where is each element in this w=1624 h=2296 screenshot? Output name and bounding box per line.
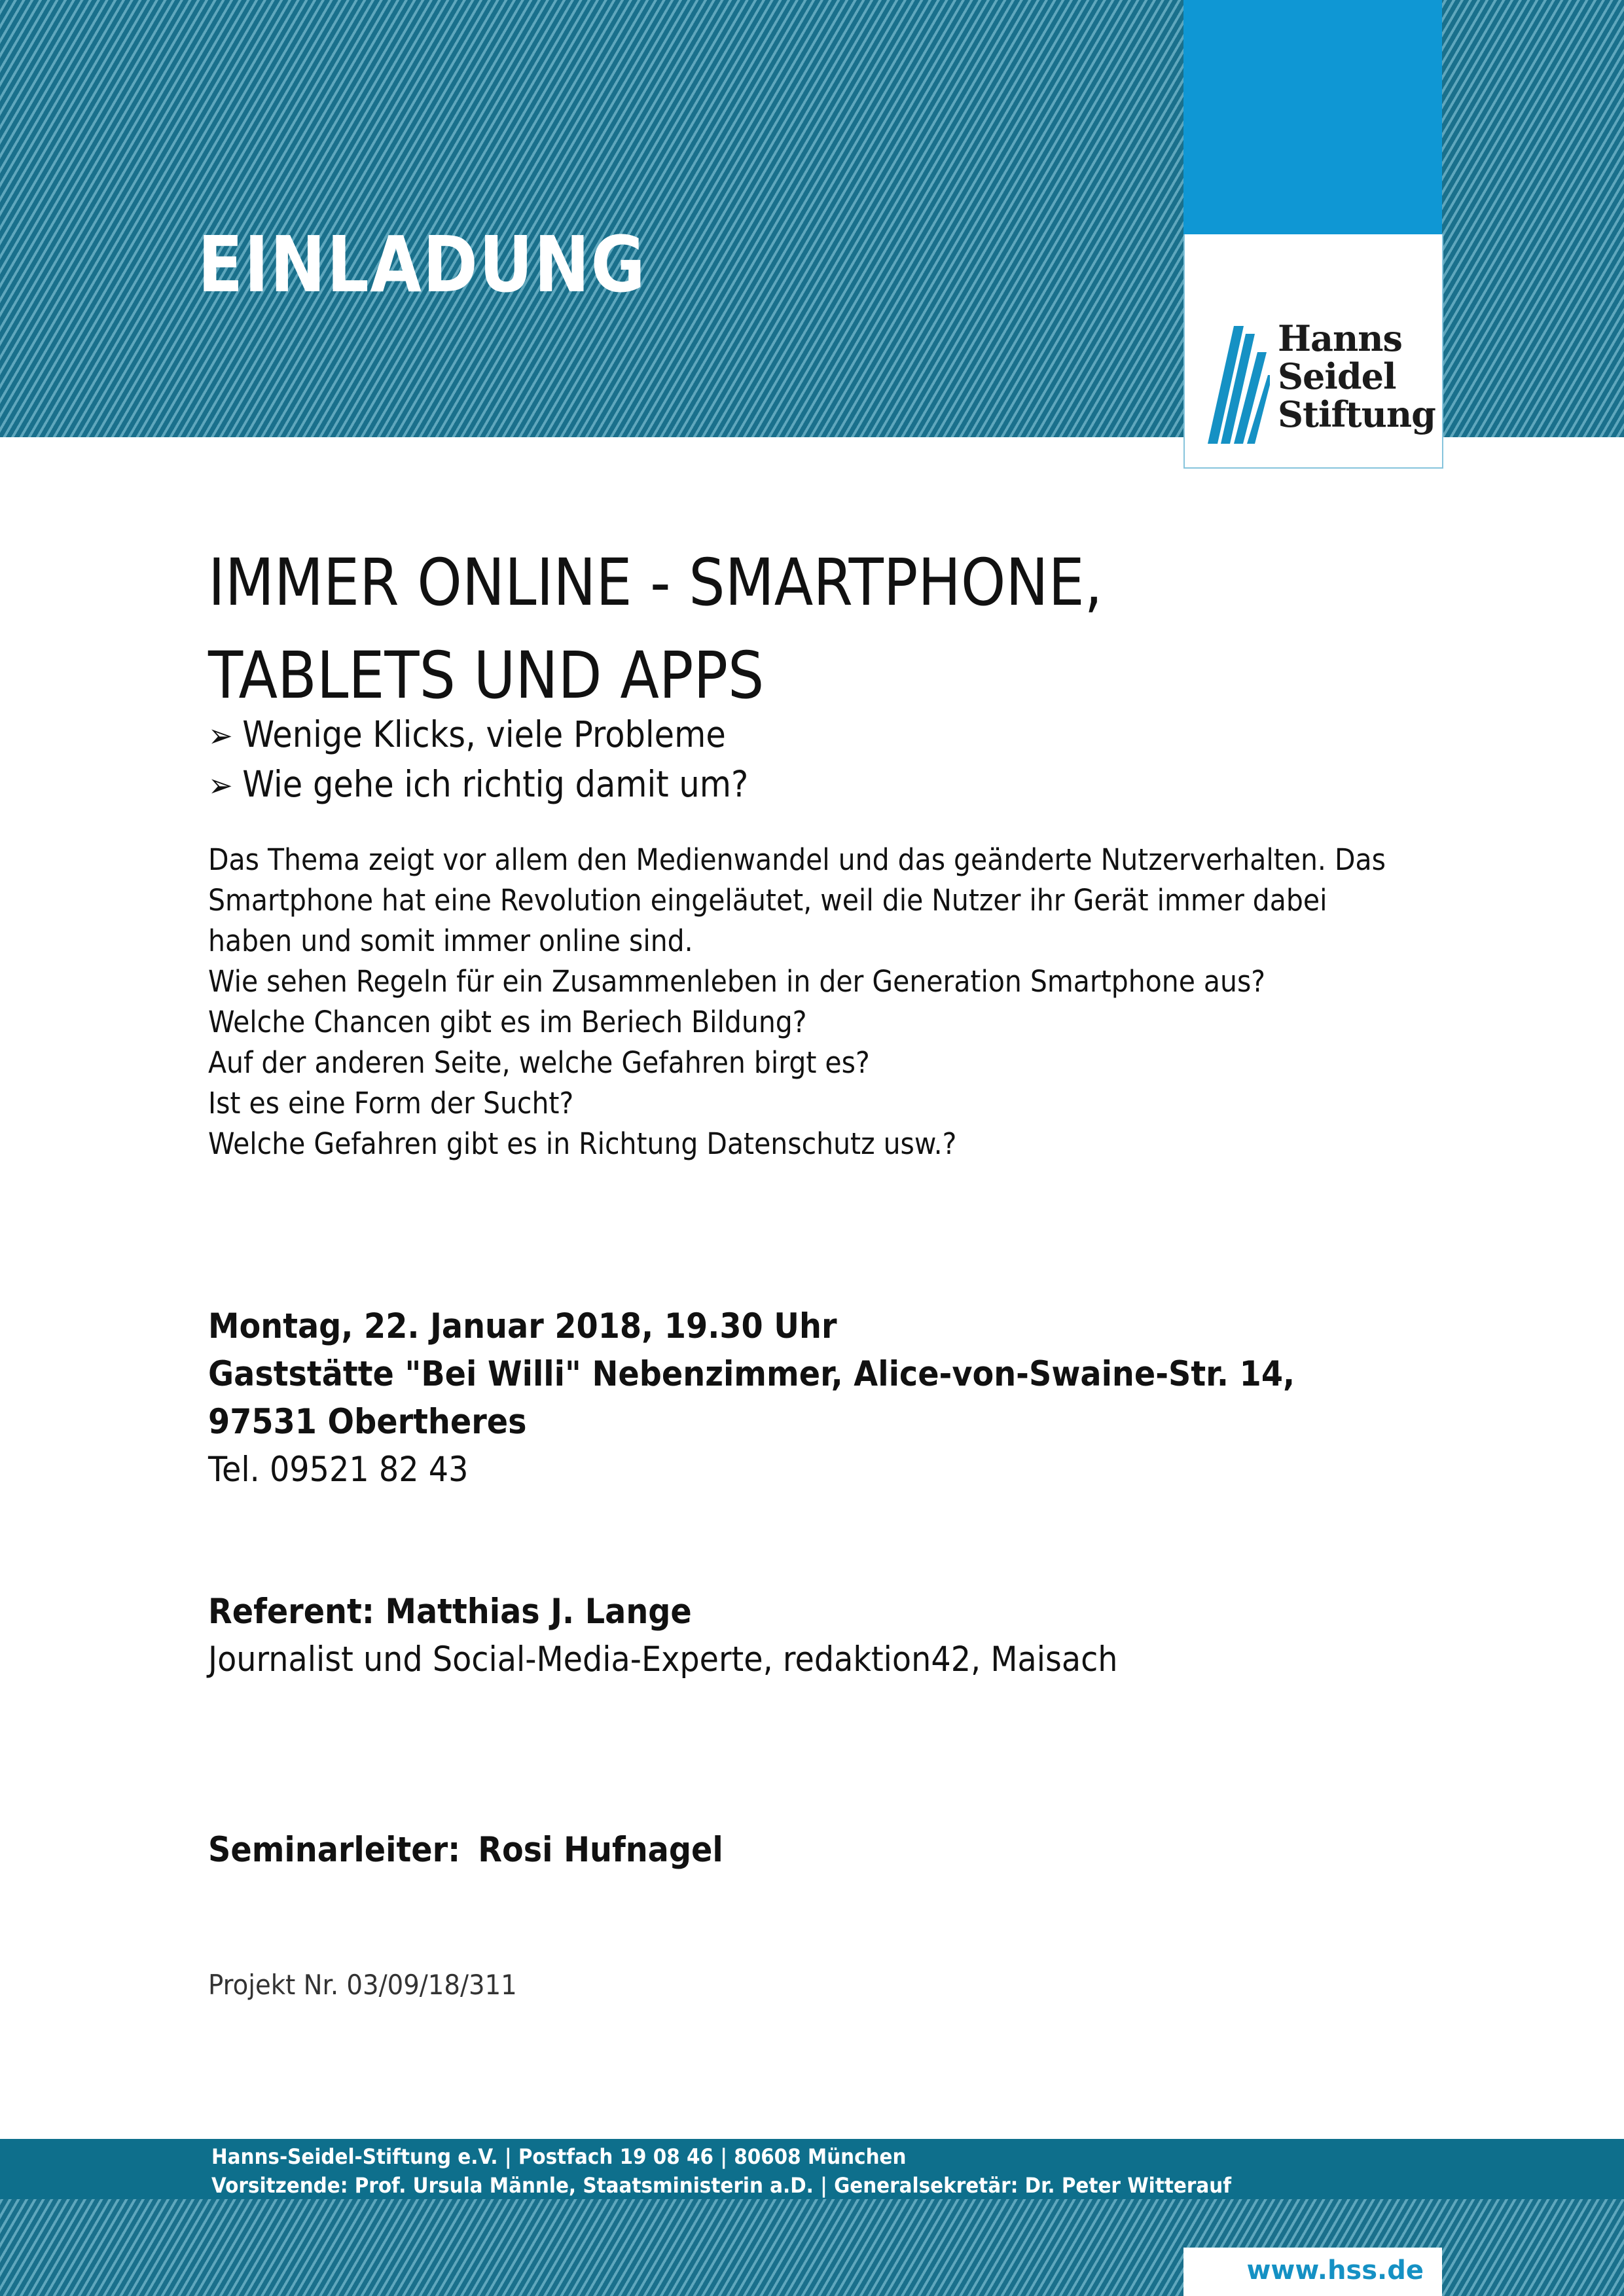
event-title-line-2: TABLETS UND APPS bbox=[208, 638, 765, 713]
logo-line-3: Stiftung bbox=[1278, 393, 1435, 435]
event-title bbox=[208, 537, 1102, 723]
event-title-line-1: IMMER ONLINE - SMARTPHONE, bbox=[208, 545, 1103, 620]
description-line: Das Thema zeigt vor allem den Medienwandel und das geänderte Nutzerverhalten. Das bbox=[208, 842, 1386, 877]
description-line: Auf der anderen Seite, welche Gefahren birgt es? bbox=[208, 1045, 870, 1080]
logo-line-2: Seidel bbox=[1278, 355, 1396, 397]
hss-diamond-icon bbox=[1208, 326, 1270, 444]
seminar-leader bbox=[208, 1826, 723, 1874]
description-line: Wie sehen Regeln für ein Zusammenleben in der Generation Smartphone aus? bbox=[208, 964, 1266, 999]
event-venue: Gaststätte "Bei Willi" Nebenzimmer, Alice-von-Swaine-Str. 14, bbox=[208, 1354, 1295, 1394]
event-phone: Tel. 09521 82 43 bbox=[208, 1450, 469, 1490]
event-description bbox=[208, 840, 1502, 1164]
event-date-time: Montag, 22. Januar 2018, 19.30 Uhr bbox=[208, 1306, 837, 1346]
subtitle-bullets bbox=[208, 710, 808, 810]
event-city: 97531 Obertheres bbox=[208, 1402, 527, 1442]
hss-logo bbox=[1183, 234, 1443, 469]
footer-website-box bbox=[1183, 2248, 1442, 2296]
seminar-name: Rosi Hufnagel bbox=[478, 1830, 723, 1870]
footer-board: Vorsitzende: Prof. Ursula Männle, Staatsministerin a.D. | Generalsekretär: Dr. Peter Witterauf bbox=[211, 2173, 1232, 2198]
event-details bbox=[208, 1302, 1416, 1494]
seminar-label: Seminarleiter: bbox=[208, 1830, 461, 1870]
referent-block bbox=[208, 1588, 1219, 1683]
description-line: Smartphone hat eine Revolution eingeläutet, weil die Nutzer ihr Gerät immer dabei bbox=[208, 883, 1327, 918]
arrow-bullet-icon: ➢ bbox=[208, 717, 233, 755]
description-line: haben und somit immer online sind. bbox=[208, 924, 693, 958]
logo-accent-block bbox=[1183, 0, 1442, 234]
referent-name: Referent: Matthias J. Lange bbox=[208, 1592, 692, 1632]
description-line: Ist es eine Form der Sucht? bbox=[208, 1086, 574, 1121]
website-link[interactable]: www.hss.de bbox=[1246, 2255, 1424, 2286]
footer-address: Hanns-Seidel-Stiftung e.V. | Postfach 19 08 46 | 80608 München bbox=[211, 2144, 907, 2169]
bullet-item: ➢ Wenige Klicks, viele Probleme bbox=[208, 710, 748, 760]
arrow-bullet-icon: ➢ bbox=[208, 766, 233, 804]
description-line: Welche Gefahren gibt es in Richtung Datenschutz usw.? bbox=[208, 1126, 957, 1161]
logo-wordmark bbox=[1278, 319, 1435, 433]
bullet-item: ➢ Wie gehe ich richtig damit um? bbox=[208, 760, 748, 810]
referent-role: Journalist und Social-Media-Experte, redaktion42, Maisach bbox=[208, 1640, 1118, 1679]
invitation-heading: EINLADUNG bbox=[198, 219, 647, 310]
project-number: Projekt Nr. 03/09/18/311 bbox=[208, 1969, 517, 2001]
logo-line-1: Hanns bbox=[1278, 317, 1402, 359]
description-line: Welche Chancen gibt es im Beriech Bildung? bbox=[208, 1005, 807, 1039]
